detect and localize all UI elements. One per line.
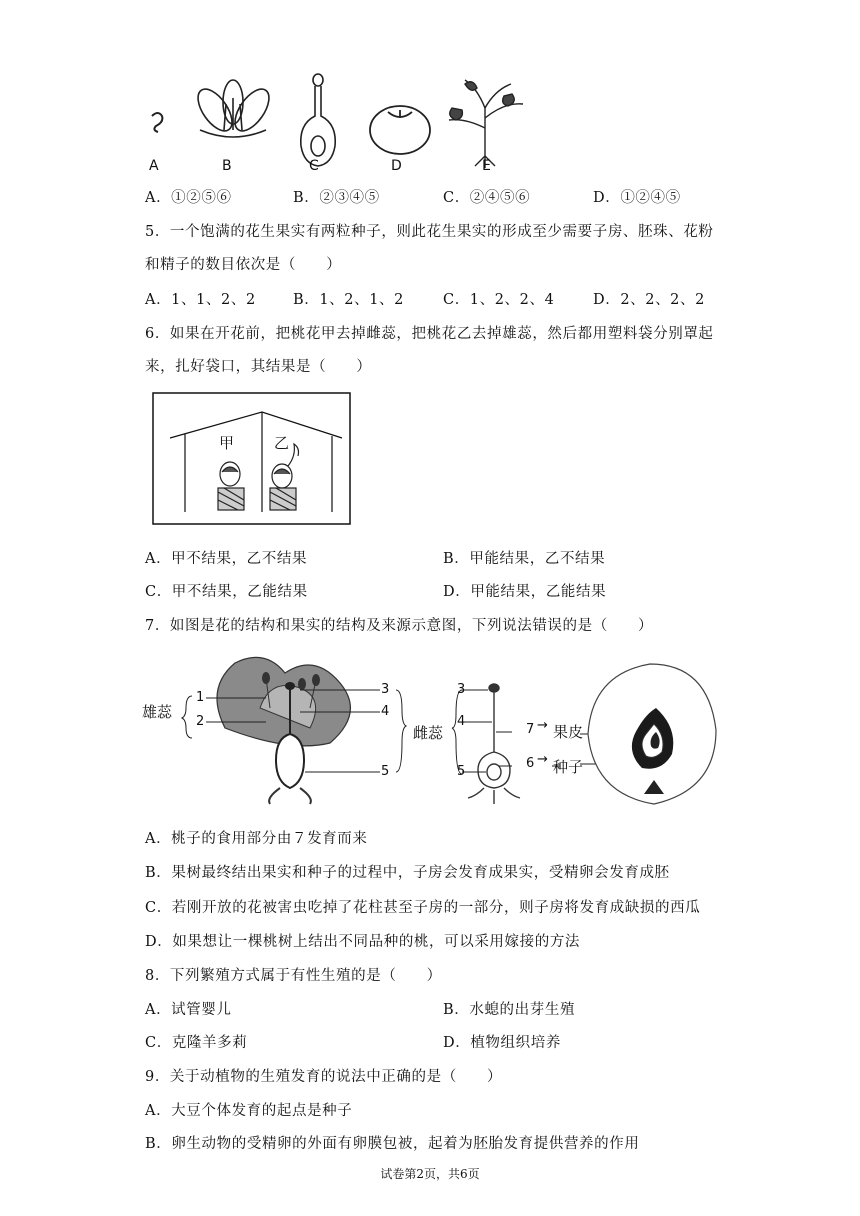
figure-label-a: A	[149, 158, 159, 174]
q8-option-c: C．克隆羊多莉	[145, 1035, 248, 1051]
q6-stem-line1: 6．如果在开花前，把桃花甲去掉雌蕊，把桃花乙去掉雄蕊，然后都用塑料袋分别罩起	[145, 326, 714, 342]
q7-stamen-label: 雄蕊	[142, 703, 173, 721]
q7-pistil-drawing	[468, 684, 520, 804]
figure-label-c: C	[309, 158, 319, 174]
figure-label-e: E	[482, 158, 491, 174]
q6-option-d: D．甲能结果，乙能结果	[443, 584, 607, 600]
q7-flower-drawing	[217, 657, 350, 804]
q5-option-a: A．1、1、2、2	[145, 292, 256, 308]
q6-stem-line2: 来，扎好袋口，其结果是（ ）	[145, 359, 372, 375]
q6-figure	[152, 392, 352, 526]
q7-num-2: 2	[196, 714, 205, 729]
q8-option-b: B．水螅的出芽生殖	[443, 1002, 576, 1018]
figure-abcde	[140, 68, 540, 178]
q4-option-c: C．②④⑤⑥	[443, 190, 531, 206]
q9-option-b: B．卵生动物的受精卵的外面有卵膜包被，起着为胚胎发育提供营养的作用	[145, 1136, 640, 1152]
q7-num-7: 7	[526, 722, 535, 737]
q4-option-d: D．①②④⑤	[593, 190, 681, 206]
q7-pistil-num-4: 4	[457, 714, 466, 729]
q8-option-a: A．试管婴儿	[145, 1002, 232, 1018]
q6-label-jia: 甲	[219, 434, 235, 452]
q8-option-d: D．植物组织培养	[443, 1035, 561, 1051]
figure-d-drawing	[370, 106, 430, 154]
q7-peach-drawing	[588, 664, 716, 804]
q7-option-c: C．若刚开放的花被害虫吃掉了花柱甚至子房的一部分，则子房将发育成缺损的西瓜	[145, 900, 701, 916]
q7-pistil-label: 雌蕊	[413, 724, 444, 742]
q5-stem-line2: 和精子的数目依次是（ ）	[145, 257, 342, 273]
page-footer: 试卷第2页，共6页	[380, 1167, 480, 1181]
q9-stem: 9．关于动植物的生殖发育的说法中正确的是（ ）	[145, 1069, 503, 1085]
q7-seed-label: 种子	[553, 758, 584, 776]
q7-stem: 7．如图是花的结构和果实的结构及来源示意图，下列说法错误的是（ ）	[145, 618, 654, 634]
q6-option-b: B．甲能结果，乙不结果	[443, 551, 606, 567]
q7-pericarp-label: 果皮	[553, 723, 584, 741]
q7-arrow-6: →	[537, 752, 548, 767]
q7-pistil-num-3: 3	[457, 682, 466, 697]
q6-label-yi: 乙	[274, 434, 290, 452]
q7-num-1: 1	[196, 690, 205, 705]
q7-pistil-num-5: 5	[457, 764, 466, 779]
figure-c-drawing	[301, 74, 335, 166]
q9-option-a: A．大豆个体发育的起点是种子	[145, 1103, 353, 1119]
q7-num-5: 5	[381, 764, 390, 779]
q7-option-a: A．桃子的食用部分由７发育而来	[145, 831, 368, 847]
q6-option-c: C．甲不结果，乙能结果	[145, 584, 308, 600]
q5-option-d: D．2、2、2、2	[593, 292, 705, 308]
figure-label-d: D	[391, 158, 402, 174]
figure-b-drawing	[191, 80, 275, 137]
q7-num-4: 4	[381, 704, 390, 719]
figure-a-drawing	[152, 113, 162, 132]
q8-stem: 8．下列繁殖方式属于有性生殖的是（ ）	[145, 968, 442, 984]
q5-option-c: C．1、2、2、4	[443, 292, 555, 308]
figure-e-drawing	[449, 80, 523, 168]
figure-label-b: B	[222, 158, 232, 174]
q6-option-a: A．甲不结果，乙不结果	[145, 551, 308, 567]
q5-stem-line1: 5．一个饱满的花生果实有两粒种子，则此花生果实的形成至少需要子房、胚珠、花粉	[145, 224, 714, 240]
q4-option-a: A．①②⑤⑥	[145, 190, 232, 206]
q7-arrow-7: →	[537, 718, 548, 733]
q7-num-6: 6	[526, 756, 535, 771]
q4-option-b: B．②③④⑤	[293, 190, 380, 206]
q7-num-3: 3	[381, 682, 390, 697]
q7-option-b: B．果树最终结出果实和种子的过程中，子房会发育成果实，受精卵会发育成胚	[145, 865, 670, 881]
q7-option-d: D．如果想让一棵桃树上结出不同品种的桃，可以采用嫁接的方法	[145, 934, 581, 950]
q5-option-b: B．1、2、1、2	[293, 292, 404, 308]
